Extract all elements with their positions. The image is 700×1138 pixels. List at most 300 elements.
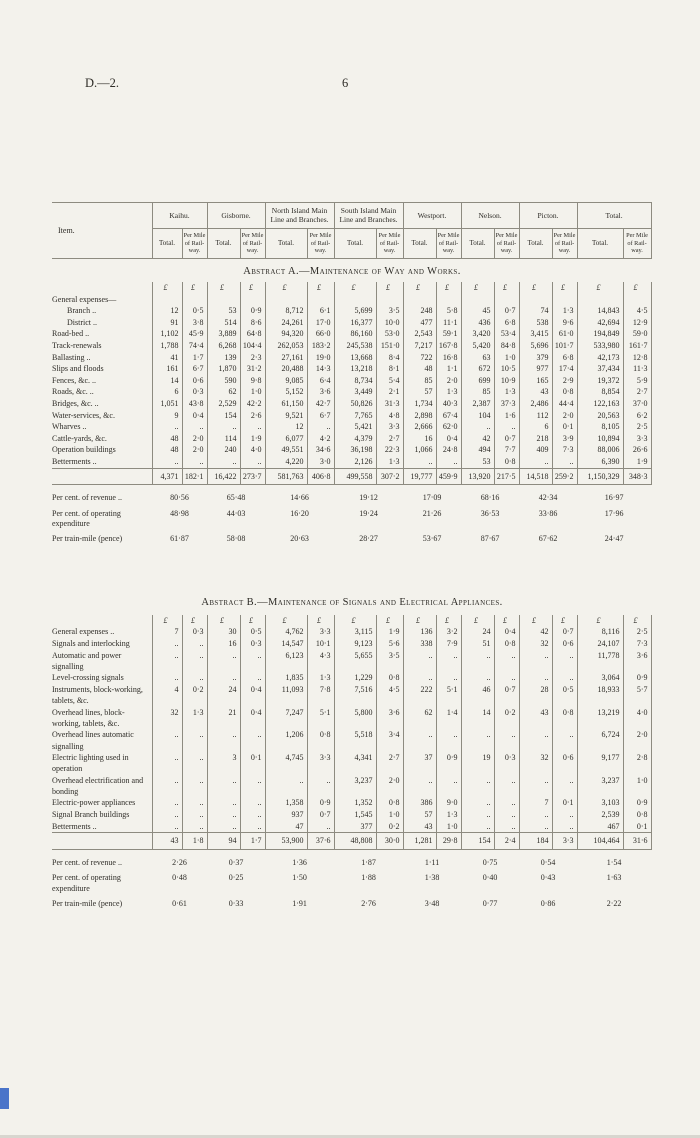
cell: 3 [207, 752, 240, 775]
cell: 3,115 [334, 626, 376, 638]
footer-value: 1·38 [424, 873, 440, 883]
cell: 4,341 [334, 752, 376, 775]
cell: 2,666 [403, 421, 436, 433]
currency-symbol: £ [376, 615, 403, 627]
row-label: Level-crossing signals [52, 673, 124, 683]
cell: 20,563 [577, 410, 623, 422]
cell: 0·8 [494, 456, 519, 468]
cell: 139 [207, 352, 240, 364]
cell: 3·5 [376, 305, 403, 317]
cell: .. [207, 672, 240, 684]
cell: 194,849 [577, 328, 623, 340]
column-group-header: North Island Main Line and Branches. [265, 203, 334, 229]
cell: 122,163 [577, 398, 623, 410]
cell: 0·4 [182, 410, 207, 422]
table-row [52, 386, 651, 398]
currency-symbol: £ [519, 282, 552, 294]
cell: 1,734 [403, 398, 436, 410]
cell: 5,800 [334, 707, 376, 730]
cell: 24 [461, 626, 494, 638]
total-cell: 14,518 [519, 468, 552, 485]
cell: 6 [519, 421, 552, 433]
cell: .. [182, 775, 207, 798]
table-row [52, 638, 651, 650]
cell: 16,377 [334, 317, 376, 329]
footer-row [52, 490, 651, 505]
footer-value: 1·11 [424, 857, 440, 867]
cell: 59·1 [436, 328, 461, 340]
cell: .. [207, 456, 240, 468]
cell: 136 [403, 626, 436, 638]
cell: 1·3 [307, 672, 334, 684]
cell: .. [307, 775, 334, 798]
total-cell: 48,808 [334, 833, 376, 850]
cell: 44·4 [552, 398, 577, 410]
cell: .. [182, 650, 207, 673]
cell: 53·0 [376, 328, 403, 340]
total-cell: 2·4 [494, 833, 519, 850]
footer-label: Per cent. of revenue .. [52, 493, 122, 503]
cell: 1·1 [436, 363, 461, 375]
cell: 494 [461, 444, 494, 456]
footer-value: 0·37 [228, 857, 244, 867]
cell: .. [240, 650, 265, 673]
cell: .. [403, 456, 436, 468]
cell: .. [494, 729, 519, 752]
cell: 61,150 [265, 398, 307, 410]
cell: 16·8 [436, 352, 461, 364]
cell: 12 [152, 305, 182, 317]
cell: 0·3 [240, 638, 265, 650]
footer-value: 16·20 [290, 508, 309, 518]
cell: 3·9 [552, 433, 577, 445]
cell: 17·4 [552, 363, 577, 375]
cell: 8·1 [376, 363, 403, 375]
row-label: Roads, &c. .. [52, 387, 94, 397]
currency-symbol: £ [307, 615, 334, 627]
footer-value: 1·63 [606, 873, 622, 883]
cell: 94,320 [265, 328, 307, 340]
table-row [52, 729, 651, 752]
table-row [52, 340, 651, 352]
cell: 101·7 [552, 340, 577, 352]
cell: 1·3 [436, 809, 461, 821]
cell: 2·7 [623, 386, 651, 398]
cell: 1·4 [436, 707, 461, 730]
total-cell: 1,150,329 [577, 468, 623, 485]
cell: 436 [461, 317, 494, 329]
cell: 3·0 [307, 456, 334, 468]
cell [577, 294, 623, 305]
cell: .. [152, 821, 182, 833]
cell: .. [265, 775, 307, 798]
cell: 9 [152, 410, 182, 422]
total-cell: 273·7 [240, 468, 265, 485]
cell: 104·4 [240, 340, 265, 352]
total-cell: 3·3 [552, 833, 577, 850]
cell: 18,933 [577, 684, 623, 707]
total-cell: 31·6 [623, 833, 651, 850]
cell: 57 [403, 386, 436, 398]
cell: 6·7 [182, 363, 207, 375]
footer-row [52, 506, 651, 532]
footer-value: 0·40 [482, 873, 498, 883]
cell: 1,352 [334, 797, 376, 809]
total-cell: 104,464 [577, 833, 623, 850]
cell: 1·0 [623, 775, 651, 798]
cell: 3·6 [623, 650, 651, 673]
cell: 3·6 [376, 707, 403, 730]
cell: 8,105 [577, 421, 623, 433]
cell: 4·5 [376, 684, 403, 707]
footer-value: 0·43 [540, 873, 556, 883]
currency-symbol: £ [334, 615, 376, 627]
footer-label: Per cent. of revenue .. [52, 857, 122, 867]
row-label: Water-services, &c. [52, 410, 115, 420]
footer-row [52, 870, 651, 896]
cell: 2,898 [403, 410, 436, 422]
row-label: Wharves .. [52, 422, 87, 432]
row-label: Betterments .. [52, 457, 97, 466]
cell: .. [552, 456, 577, 468]
cell: 7,217 [403, 340, 436, 352]
total-cell: 581,763 [265, 468, 307, 485]
currency-symbol: £ [207, 615, 240, 627]
cell: .. [207, 421, 240, 433]
row-label: District .. [67, 317, 97, 327]
cell: 5,420 [461, 340, 494, 352]
cell: .. [240, 821, 265, 833]
cell: 7·7 [494, 444, 519, 456]
cell: 4,379 [334, 433, 376, 445]
cell: 6·8 [552, 352, 577, 364]
table-row [52, 352, 651, 364]
currency-symbol: £ [307, 282, 334, 294]
cell: 7,247 [265, 707, 307, 730]
per-mile-subheader: Per Mile of Rail-way. [623, 228, 651, 259]
cell: 2·0 [436, 375, 461, 387]
cell: 32 [152, 707, 182, 730]
abstract-a-body-table [52, 282, 652, 485]
table-row [52, 797, 651, 809]
cell: 5,696 [519, 340, 552, 352]
cell: 2,126 [334, 456, 376, 468]
cell: 43 [403, 821, 436, 833]
cell: 1·0 [376, 809, 403, 821]
cell [207, 294, 240, 305]
cell: .. [152, 672, 182, 684]
cell: 937 [265, 809, 307, 821]
cell: 6·1 [307, 305, 334, 317]
cell: .. [403, 775, 436, 798]
total-subheader: Total. [334, 228, 376, 259]
cell: 0·9 [307, 797, 334, 809]
currency-symbol: £ [240, 282, 265, 294]
cell: 13,668 [334, 352, 376, 364]
cell: 31·2 [240, 363, 265, 375]
cell [376, 294, 403, 305]
cell: 7·3 [552, 444, 577, 456]
row-label: Bridges, &c. .. [52, 399, 99, 409]
cell: 6·2 [623, 410, 651, 422]
row-label: Overhead lines, block-working, tablets, &c. [52, 707, 125, 728]
total-subheader: Total. [461, 228, 494, 259]
total-cell: 1·8 [182, 833, 207, 850]
cell: 3,415 [519, 328, 552, 340]
cell: 2·3 [240, 352, 265, 364]
cell: 11·1 [436, 317, 461, 329]
cell: 21 [207, 707, 240, 730]
cell: 1,206 [265, 729, 307, 752]
cell: 0·3 [182, 626, 207, 638]
cell: 42 [461, 433, 494, 445]
abstract-b-title: Abstract B.—Maintenance of Signals and Electrical Appliances. [201, 596, 503, 608]
footer-value: 58·08 [226, 534, 246, 544]
column-group-header: Nelson. [461, 203, 519, 229]
cell: .. [182, 752, 207, 775]
cell: 5,655 [334, 650, 376, 673]
cell: 167·8 [436, 340, 461, 352]
abstract-a-footer-table [52, 490, 651, 547]
column-group-header: Kaihu. [152, 203, 207, 229]
currency-symbol: £ [207, 282, 240, 294]
footer-value: 0·75 [482, 857, 498, 867]
cell: .. [152, 421, 182, 433]
cell: 42·2 [240, 398, 265, 410]
total-cell: 184 [519, 833, 552, 850]
cell: 5,152 [265, 386, 307, 398]
footer-value: 1·54 [606, 857, 622, 867]
cell: .. [461, 729, 494, 752]
cell: 1,066 [403, 444, 436, 456]
cell: 14 [152, 375, 182, 387]
cell [307, 294, 334, 305]
footer-value: 1·91 [292, 898, 307, 908]
cell: 467 [577, 821, 623, 833]
cell: 9·6 [552, 317, 577, 329]
cell: 379 [519, 352, 552, 364]
cell [403, 294, 436, 305]
total-cell: 499,558 [334, 468, 376, 485]
cell: 9,085 [265, 375, 307, 387]
cell: 0·6 [182, 375, 207, 387]
currency-symbol: £ [552, 615, 577, 627]
per-mile-subheader: Per Mile of Rail-way. [240, 228, 265, 259]
abstract-a-title: Abstract A.—Maintenance of Way and Works. [243, 266, 461, 278]
cell: 5·4 [376, 375, 403, 387]
total-cell: 1·7 [240, 833, 265, 850]
currency-symbol: £ [519, 615, 552, 627]
cell: 30 [207, 626, 240, 638]
cell: 0·1 [623, 821, 651, 833]
footer-value: 68·16 [480, 493, 500, 503]
cell: .. [240, 729, 265, 752]
cell: 0·5 [182, 305, 207, 317]
currency-symbol: £ [436, 282, 461, 294]
cell: 3·3 [307, 752, 334, 775]
cell: .. [240, 456, 265, 468]
cell: 154 [207, 410, 240, 422]
cell: 0·1 [240, 752, 265, 775]
footer-value: 2·22 [606, 898, 622, 908]
cell: 5·1 [307, 707, 334, 730]
cell: .. [436, 456, 461, 468]
cell: 977 [519, 363, 552, 375]
currency-symbol: £ [403, 615, 436, 627]
footer-value: 17·09 [422, 493, 442, 503]
table-row [52, 305, 651, 317]
cell: 24,261 [265, 317, 307, 329]
cell: 240 [207, 444, 240, 456]
cell: 1·3 [182, 707, 207, 730]
cell: 9,521 [265, 410, 307, 422]
cell: 28 [519, 684, 552, 707]
table-row [52, 456, 651, 468]
cell: 48 [152, 433, 182, 445]
cell: 1,870 [207, 363, 240, 375]
total-subheader: Total. [265, 228, 307, 259]
total-cell: 1,281 [403, 833, 436, 850]
cell: 0·8 [376, 797, 403, 809]
cell: 0·7 [494, 433, 519, 445]
table-row [52, 410, 651, 422]
cell: 7·9 [436, 638, 461, 650]
cell: 0·9 [623, 797, 651, 809]
cell: 7,765 [334, 410, 376, 422]
cell: 699 [461, 375, 494, 387]
per-mile-subheader: Per Mile of Rail-way. [494, 228, 519, 259]
cell: 3,889 [207, 328, 240, 340]
cell: .. [152, 752, 182, 775]
cell: .. [494, 821, 519, 833]
cell: 1,051 [152, 398, 182, 410]
total-cell: 348·3 [623, 468, 651, 485]
cell: 84·8 [494, 340, 519, 352]
cell: 1·9 [376, 626, 403, 638]
cell: 13,219 [577, 707, 623, 730]
row-label: Betterments .. [52, 821, 97, 831]
cell: 10·9 [494, 375, 519, 387]
cell: 1,788 [152, 340, 182, 352]
cell: 3,103 [577, 797, 623, 809]
cell: 9,177 [577, 752, 623, 775]
row-label: Track-renewals [52, 341, 102, 351]
cell: 32 [519, 638, 552, 650]
cell: 4,220 [265, 456, 307, 468]
cell: 538 [519, 317, 552, 329]
cell: 0·9 [623, 672, 651, 684]
cell: 7·3 [623, 638, 651, 650]
total-cell: 94 [207, 833, 240, 850]
currency-symbol: £ [182, 282, 207, 294]
cell: 63 [461, 352, 494, 364]
cell: 8,734 [334, 375, 376, 387]
currency-symbol: £ [461, 282, 494, 294]
total-subheader: Total. [207, 228, 240, 259]
footer-value: 0·61 [172, 898, 187, 908]
cell: .. [207, 775, 240, 798]
cell: 0·3 [494, 752, 519, 775]
currency-symbol: £ [552, 282, 577, 294]
table-row [52, 752, 651, 775]
cell: 42,173 [577, 352, 623, 364]
cell: 64·8 [240, 328, 265, 340]
cell: 0·9 [436, 752, 461, 775]
currency-symbol: £ [376, 282, 403, 294]
footer-value: 61·87 [170, 534, 189, 544]
cell: 12 [265, 421, 307, 433]
cell: 409 [519, 444, 552, 456]
cell: 17·0 [307, 317, 334, 329]
footer-value: 0·86 [540, 898, 556, 908]
cell: 5·7 [623, 684, 651, 707]
cell: 0·8 [552, 707, 577, 730]
cell: .. [207, 809, 240, 821]
cell: 8,854 [577, 386, 623, 398]
cell: 3·2 [436, 626, 461, 638]
table-row [52, 363, 651, 375]
total-cell: 459·9 [436, 468, 461, 485]
cell: 66·0 [307, 328, 334, 340]
cell: 114 [207, 433, 240, 445]
cell: .. [182, 809, 207, 821]
cell: 0·8 [494, 638, 519, 650]
currency-symbol: £ [436, 615, 461, 627]
cell: 13,218 [334, 363, 376, 375]
total-cell: 16,422 [207, 468, 240, 485]
row-label: Fences, &c. .. [52, 375, 96, 385]
currency-symbol: £ [334, 282, 376, 294]
total-subheader: Total. [577, 228, 623, 259]
footer-label: Per cent. of operating expenditure [52, 873, 121, 893]
cell: 1,835 [265, 672, 307, 684]
cell: 9·0 [436, 797, 461, 809]
currency-symbol: £ [265, 615, 307, 627]
cell: .. [461, 821, 494, 833]
cell: .. [182, 456, 207, 468]
cell: 27,161 [265, 352, 307, 364]
cell: .. [519, 821, 552, 833]
cell: 6,077 [265, 433, 307, 445]
row-label: Instruments, block-working, tablets, &c. [52, 684, 143, 706]
cell: .. [461, 775, 494, 798]
cell: .. [152, 638, 182, 650]
cell: 19·0 [307, 352, 334, 364]
cell: 48 [152, 444, 182, 456]
cell: 37·3 [494, 398, 519, 410]
cell: 0·4 [240, 707, 265, 730]
cell: 590 [207, 375, 240, 387]
cell: 74 [519, 305, 552, 317]
cell: 4·3 [307, 650, 334, 673]
cell: 53 [461, 456, 494, 468]
total-cell: 217·5 [494, 468, 519, 485]
footer-value: 1·50 [292, 873, 307, 883]
cell: 8·6 [240, 317, 265, 329]
cell: 161·7 [623, 340, 651, 352]
cell: 1·0 [494, 352, 519, 364]
cell: 2·5 [623, 626, 651, 638]
currency-symbol: £ [152, 282, 182, 294]
column-group-header: Picton. [519, 203, 577, 229]
footer-row [52, 531, 651, 546]
per-mile-subheader: Per Mile of Rail-way. [552, 228, 577, 259]
cell: .. [461, 797, 494, 809]
cell: 14·3 [307, 363, 334, 375]
footer-value: 65·48 [226, 493, 246, 503]
cell [152, 294, 182, 305]
cell: 386 [403, 797, 436, 809]
